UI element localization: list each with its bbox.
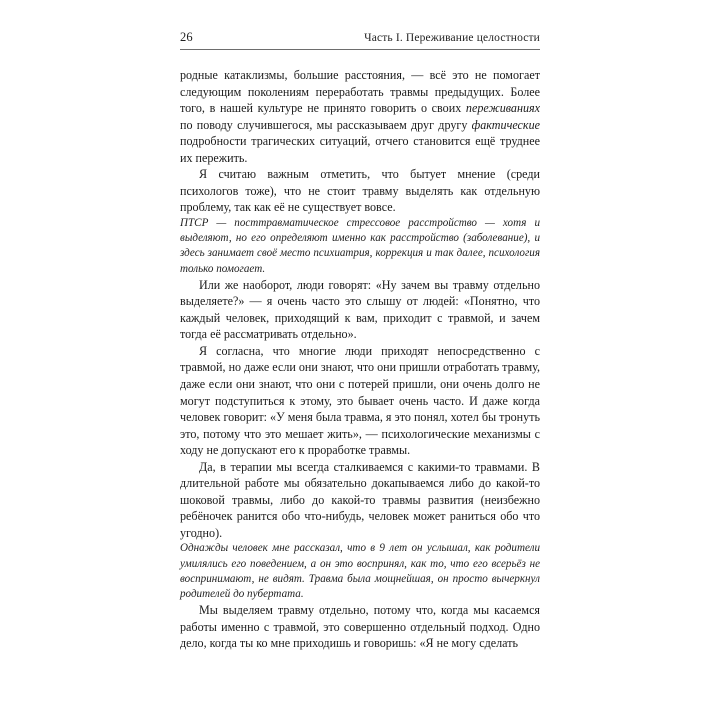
note-block-1: ПТСР — посттравматическое стрессовое расстройство — хотя и выделяют, но его определяют именно как расстройство (заболевание), и здесь занимает своё место психиатрия, коррекция и так далее, психология только помогает. — [180, 216, 540, 275]
emphasis-perezhivaniyah: переживаниях — [465, 101, 540, 116]
paragraph-2: Я считаю важным отметить, что бытует мнение (среди психологов тоже), что не стоит травму выделять как отдельную проблему, так как её не существует вовсе. — [180, 167, 540, 215]
running-head — [180, 30, 540, 49]
note-block-2: Однажды человек мне рассказал, что в 9 лет он услышал, как родители умилялись его поведением, а он это воспринял, как то, что его всерьёз не воспринимают, не видят. Травма была мощнейшая, он просто вычеркнул родителей до пубертата. — [180, 542, 540, 601]
emphasis-fakticheskie: фактические — [471, 117, 540, 132]
paragraph-6: Мы выделяем травму отдельно, потому что, когда мы касаемся работы именно с травмой, это совершенно отдельный подход. Одно дело, когда ты ко мне приходишь и говоришь: «Я не могу сделать — [180, 603, 540, 651]
paragraph-3: Или же наоборот, люди говорят: «Ну зачем вы травму отдельно выделяете?» — я очень часто это слышу от людей: «Понятно, что каждый человек, приходящий к вам, приходит с травмой, и зачем тогда её рассматривать отдельно». — [180, 277, 540, 342]
page-number: 26 — [180, 30, 193, 44]
body-text — [180, 67, 540, 652]
header-rule — [180, 49, 540, 50]
page-content — [180, 30, 540, 652]
running-title: Часть I. Переживание целостности — [364, 32, 540, 44]
paragraph-1: родные катаклизмы, большие расстояния, — всё это не помогает следующим поколениям переработать травмы предыдущих. Более того, в нашей культуре не принято говорить о своих переживаниях по поводу случившегося, мы рассказываем друг другу фактические подробности трагических ситуаций, отчего становится ещё труднее их пережить. — [180, 68, 540, 165]
paragraph-4: Я согласна, что многие люди приходят непосредственно с травмой, но даже если они знают, что они пришли отработать травму, даже если они знают, что они с потерей пришли, они очень долго не могут подступиться к этому, это бывает очень часто. И даже когда человек говорит: «У меня была травма, я это понял, хотел бы тронуть это, потому что это мешает жить», — психологические механизмы с ходу не допускают его к проработке травмы. — [180, 343, 540, 458]
paragraph-5: Да, в терапии мы всегда сталкиваемся с какими-то травмами. В длительной работе мы обязательно докапываемся либо до какой-то шоковой травмы, либо до какой-то травмы развития (неизбежно ребёночек ранится обо что-нибудь, человек может раниться обо что угодно). — [180, 459, 540, 540]
